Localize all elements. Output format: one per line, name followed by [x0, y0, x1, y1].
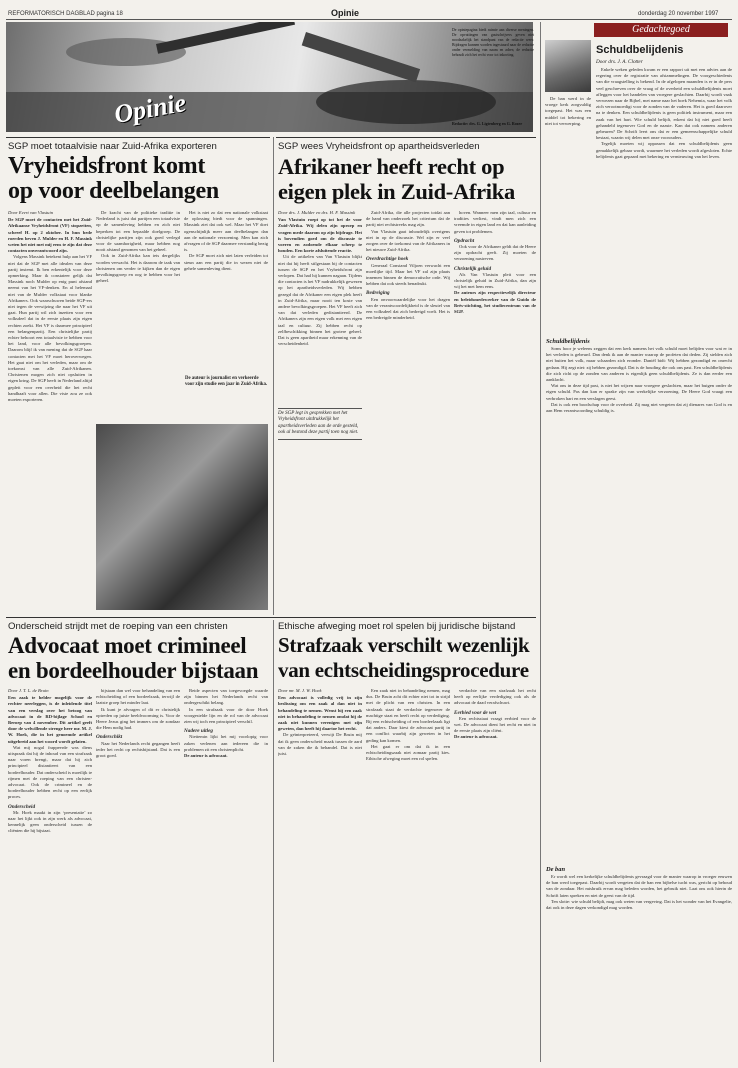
- article4-lead: Een advocaat is volledig vrij in zijn beslissing om een zaak al dan niet in behandeling te nemen. Wenst hij een zaak niet in behandeling te nemen omdat hij de zaak niet kunnen verenigen met zijn geweten, dan heeft hij daartoe het recht.: [278, 695, 362, 732]
- article2-col3: hoven. Wanneer men zijn taal, cultuur en tradities verliest, vindt men zich een vreemde in eigen land en dat kan aanleiding geven tot problemen. Opdracht Ook voor de Afrikaner geldt dat de Heere zijn opdracht geeft. Zij moeten de verzoening nastreven. Christelijk geluid Als Van Vlastuin pleit voor een christelijk geluid in Zuid-Afrika, dan zijn wij het met hem eens. De auteurs zijn respectievelijk directeur en beleidsmedewerker van de Guido de Brès-stichting, het studiecentrum van de SGP.: [454, 210, 536, 315]
- article2-body: Uit de artikelen van Van Vlastuin blijkt niet dat hij heeft stilgestaan bij de contacten tussen de SGP en het Vryheidsfront zijn verlopen. Dat had hij kunnen nagaan. Tijdens die contacten is het VF nadrukkelijk gewezen op het apartheidsverleden. Wij hebben gezegd dat de Afrikaner een eigen plek heeft in Zuid-Afrika, maar nooit ten koste van andere bevolkingsgroepen. Het VF heeft zich van dat verleden gedistantieerd. De Afrikaners zijn een eigen volk met een eigen taal en cultuur. Zij hebben recht op zelfbeschikking binnen het grotere geheel. Dat is geen apartheid maar erkenning van de verscheidenheid.: [278, 254, 362, 347]
- article2-byline: Door drs. J. Mulder en drs. H. F. Massink: [278, 210, 356, 215]
- masthead-section: Opinie: [331, 8, 360, 18]
- article4-author-note: De auteur is advocaat.: [454, 734, 498, 740]
- sidebar-body-left: De ban werd in de vroege kerk zorgvuldig toegepast. Het was een middel tot bekering en niet tot verwerping.: [545, 96, 591, 126]
- article3-headline-line1: Advocaat moet crimineel: [8, 633, 247, 658]
- article2-headline-line1: Afrikaner heeft recht op: [278, 154, 505, 179]
- article3-col3: Beide aspecten van toegevoegde waarde zijn binnen het Nederlands recht van ondergeschikt belang. In een strafzaak voor de door Hoek voorgestelde lijn en de rol van de advocaat zien wij toch een principieel verschil. Nadere uitleg Niettemin lijkt het mij voorlopig voor zaken verlenen aan iedereen die in problemen zit een christenplicht. De auteur is advocaat.: [184, 688, 268, 759]
- sidebar-title: Schuldbelijdenis: [596, 44, 684, 56]
- sidebar-banner: Gedachtegoed: [594, 23, 728, 37]
- article4-byline: Door mr. M. J. W. Hoek: [278, 688, 322, 693]
- article1-body: Volgens Massink betekent hulp aan het VF niet dat de SGP met alle idealen van deze partij instemt. Ik ben erkentelijk voor deze opmerking. Maar ik constateer gelijk dat Massink noch Mulder op enig punt afstand neemt van het VF-denken. En al helemaal niet van de Mulder volkstaat voor blanke Afrikaners. Ook waarschuwen beide SGP-ers niet tegen de verwijzing die naar het VF uit gaat. Hun partij wil zich inzetten voor een volksdeel dat in de eerste plaats zijn eigen rechten zoekt. Het VF is daarmee principieel een belangenpartij. Een christelijke partij echter behoort een totaalvisie te hebben voor het land, voor alle bevolkingsgroepen. Daarom blijf ik van mening dat de SGP haar contacten met het VF moet heroverwegen. Het gaat niet om het verleden, maar om de toekomst van alle Zuid-Afrikanen. Christenen mogen zich niet opsluiten in eigen kring. De SGP heeft in Nederland altijd gepleit voor een overheid die het recht handhaaft voor allen. Die visie zou ze ook moeten exporteren.: [8, 254, 92, 403]
- sidebar-body-bottom: Er wordt wel een kerkelijke schuldbelijdenis gevraagd voor de manier waarop in vroeger eeuwen de ban werd toegepast. Daarbij wordt vergeten dat de ban een bijbelse tucht was, gericht op behoud van de zondaar. Het misbruik ervan mag beleden worden, het gebruik niet. Laat ons ook hierin de Schrift laten spreken en niet de geest van de tijd. Ten slotte: wie schuld belijdt, mag ook weten van vergeving. Dat is het wonder van het Evangelie, dat ook in deze dagen verkondigd mag worden.: [546, 874, 732, 911]
- editorial-notice: De opiniepagina biedt ruimte aan diverse meningen. De opvattingen van gastschrijvers geven niet noodzakelijk het standpunt van de redactie weer. Bijdragen kunnen worden ingestuurd naar de redactie onder vermelding van naam en adres; de redactie behoudt zich het recht voor tot inkorting.: [452, 28, 534, 57]
- article3-subheading-1: Onderscheid: [8, 803, 36, 810]
- article4-col2: Een zaak niet in behandeling nemen, mag dus. De Bruin acht dit echter niet tot in strijd met de plicht van een christen. In een strafzaak staat de verdachte tegenover de machtige staat en heeft recht op verdediging. Bij een echtscheiding of een bordeelzaak ligt dat anders. Daar kiest de advocaat partij in een conflict waarbij zijn geweten in het geding kan komen. Het gaat er om dat ik in een echtscheidingszaak niet zomaar partij kies. Ethische afweging moet een rol spelen.: [366, 688, 450, 762]
- article1-headline-line1: Vryheidsfront komt: [8, 153, 206, 179]
- article-divider-2: [273, 620, 274, 1062]
- article2-headline: [278, 154, 538, 204]
- article3-lead: Een zaak te helder mogelijk voor de rechter neerleggen, is de inleidende titel van een verslag over het betoog van advocaat in de RD-bijlage School en Beroep van 4 november. Dit artikel geeft door de welwillende strenge heer mr. M. J. W. Hoek, die in het genoemde artikel uitgebreid aan het woord wordt gelaten.: [8, 695, 92, 744]
- masthead-date: donderdag 20 november 1997: [638, 11, 719, 17]
- banner-label: Opinie: [111, 87, 189, 130]
- article1-author-note: De auteur is journalist en verkeerde voor zijn studie een jaar in Zuid-Afrika.: [185, 376, 268, 387]
- article2-subheading-1: Overdrachtige hoek: [366, 256, 409, 263]
- article4-headline-line2: van echtscheidingsprocedure: [278, 658, 529, 682]
- article3-col1: Door J. T. L. de Bruin Een zaak te helder mogelijk voor de rechter neerleggen, is de inleidende titel van een verslag over het betoog van advocaat in de RD-bijlage School en Beroep van 4 november. Dit artikel geeft door de welwillende strenge heer mr. M. J. W. Hoek, die in het genoemde artikel uitgebreid aan het woord wordt gelaten. Wat mij nogal frappeerde was diens uitspraak dat hij de inhoud van een strafzaak naar voren brengt, maar dat hij zich principieel distantieert van een bordeelhouder. Dat onderscheid is moeilijk te rijmen met de roeping van een christen-advocaat. Ook de crimineel en de bordeelhouder hebben recht op een eerlijk proces. Onderscheid Mr. Hoek maakt in zijn ‘presentatie’ zo naar het lijkt ook in zijn werk als advocaat, kennelijk geen onderscheid tussen de cliënten die hij bijstaat.: [8, 688, 92, 834]
- article1-top-rule: [6, 137, 270, 138]
- article2-kicker: SGP wees Vryheidsfront op apartheidsverleden: [278, 141, 480, 152]
- article1-lead: De SGP moet de contacten met het Zuid-Afrikaanse Vryheidsfront (VF) stopzetten, schreef H. op 2 oktober. In hun bede roerden beven J. Mulder en H. F. Massink weten het niet met mij eens te zijn dat deze contacten onverantwoord zijn.: [8, 217, 92, 254]
- masthead-left: REFORMATORISCH DAGBLAD pagina 18: [8, 11, 123, 17]
- article1-photo: [96, 424, 268, 610]
- article1-col2: De kracht van de politieke traditie in Nederland is juist dat partijen een totaalvisie op de samenleving hebben en zich niet beperken tot een bepaalde doelgroep. De christelijke partijen zijn ook goed verlegd voor de saamhorigheid, maar hebben nog nooit afstand genomen van het geheel. Ook in Zuid-Afrika kan iets dergelijks worden verwacht. Het is daarom de taak van christenen om verder te kijken dan de eigen bevolkingsgroep en oog te hebben voor het geheel.: [96, 210, 180, 284]
- sidebar-subheading-2: De ban: [546, 866, 565, 873]
- article1-kicker: SGP moet totaalvisie naar Zuid-Afrika exporteren: [8, 141, 217, 152]
- article-divider-1: [273, 137, 274, 615]
- article2-subheading-2: Bedreiging: [366, 290, 390, 297]
- article2-subheading-4: Christelijk geluid: [454, 265, 492, 272]
- article2-col2: Zuid-Afrika, die alle projecten totdat aan de hand van onderzoek het criterium dat de partij niet rechtstreeks mag zijn. Van Vlastuin gaat inhoudelijk overigens niet in op de discussie. Wel zijn er veel zorgen over de toekomst van de Afrikaners in het nieuwe Zuid-Afrika. Overdrachtige hoek Generaal Constand Viljoen verwacht een moeilijke tijd. Maar het VF zal zijn plaats innemen binnen de democratische orde. Wij hebben dat ook steeds benadrukt. Bedreiging Een onvoorwaardelijke voor het dragen van de verantwoordelijkheid is de sleutel van een volksdeel dat zich bedreigd voelt. Het is een bedreigde minderheid.: [366, 210, 450, 321]
- editorial-credit: Redactie: drs. G. Ligtenberg en G. Rozer: [452, 121, 523, 126]
- article3-headline-line2: en bordeelhouder bijstaan: [8, 658, 259, 683]
- article2-author-note: De auteurs zijn respectievelijk directeur en beleidsmedewerker van de Guido de Brès-stichting, het studiecentrum van de SGP.: [454, 290, 536, 315]
- article4-headline: [278, 633, 538, 683]
- article3-subheading-3: Nadere uitleg: [184, 728, 213, 735]
- sidebar-subheading-1: Schuldbelijdenis: [546, 338, 590, 345]
- article4-col1: Door mr. M. J. W. Hoek Een advocaat is volledig vrij in zijn beslissing om een zaak al dan niet in behandeling te nemen. Wenst hij een zaak niet in behandeling te nemen omdat hij de zaak niet kunnen verenigen met zijn geweten, dan heeft hij daartoe het recht. De geïnterpreteerd, verwijt De Bruin mij dat ik geen onderscheid maak tussen de aard van de zaken die ik behandel. Dat is niet juist.: [278, 688, 362, 757]
- article1-byline: Door Evert van Vlastuin: [8, 210, 54, 215]
- article3-body: Wat mij nogal frappeerde was diens uitspraak dat hij de inhoud van een strafzaak naar voren brengt, maar dat hij zich principieel distantieert van een bordeelhouder. Dat onderscheid is moeilijk te rijmen met de roeping van een christen-advocaat. Ook de crimineel en de bordeelhouder hebben recht op een eerlijk proces.: [8, 744, 92, 800]
- lower-section-rule: [6, 617, 536, 618]
- article3-byline: Door J. T. L. de Bruin: [8, 688, 49, 693]
- article4-body: Een zaak niet in behandeling nemen, mag dus. De Bruin acht dit echter niet tot in strijd met de plicht van een christen. In een strafzaak staat de verdachte tegenover de machtige staat en heeft recht op verdediging. Bij een echtscheiding of een bordeelzaak ligt dat anders. Daar kiest de advocaat partij in een conflict waarbij zijn geweten in het geding kan komen.: [366, 688, 450, 743]
- article1-headline: [8, 154, 270, 204]
- article3-kicker: Onderscheid strijdt met de roeping van een christen: [8, 621, 228, 632]
- sidebar-byline: Door drs. J. A. Clotter: [596, 59, 643, 65]
- author-portrait: [545, 40, 591, 92]
- sidebar-divider: [540, 22, 541, 1062]
- article3-col2: bijstaan dan wel voor behandeling van een echtscheiding of een bordeelzaak, terwijl de laatste groep het minder laat. Ik kunt je afvragen of dit er christelijk optreden op juiste beeldvoorming is. Voor de Heere Jezus ging het immers om de zondaar die Hem nodig had. Onderschikt Naar het Nederlands recht gegangen heeft ieder het recht op rechtsbijstand. Dat is een groot goed.: [96, 688, 180, 759]
- article1-headline-line2: op voor deelbelangen: [8, 178, 219, 204]
- article2-top-rule: [276, 137, 536, 138]
- article2-lead: Van Vlastuin roept op tot het de voor Zuid-Afrika. Wij delen zijn oproep en vragen mede daarom op zijn bijdrage. Het is bovendien goed om de discussie te voeren en zodoende elkaar scherp te houden. Een korte afsluitende reactie.: [278, 217, 362, 254]
- article4-col3: verdachte van een strafzaak het recht heeft op eerlijke verdediging ook als de advocaat de daad verafschuwt. Eerbied voor de wet Een rechtsstaat vraagt eerbied voor de wet. De advocaat dient het recht en niet in de eerste plaats zijn cliënt. De auteur is advocaat.: [454, 688, 536, 740]
- article3-author-note: De auteur is advocaat.: [184, 753, 228, 759]
- article4-headline-line1: Strafzaak verschilt wezenlijk: [278, 633, 530, 657]
- sidebar-body-mid: Soms hoor je weleens zeggen dat een kerk namens het volk schuld moet belijden voor wat er in het verleden is gebeurd. Dan denk ik aan de manier waarop de profeten dat deden. Zij stelden zich niet buiten het volk, maar schaarden zich eronder. Daniël bidt: Wij hebben gezondigd en onrecht gedaan. Hij zegt niet: zij hebben gezondigd. Dat is de houding die ook ons past. Een schuldbelijdenis die zich richt op de zonden van anderen is eigenlijk geen schuldbelijdenis. Ze is dan eerder een aanklacht. Wat ons in deze tijd past, is niet het wijzen naar vroegere geslachten, maar het buigen onder de eigen schuld. Pas dan kan er sprake zijn van werkelijke verzoening. De Heere God vraagt een verbroken hart en een verslagen geest. Dat is ook een boodschap voor de overheid. Zij mag niet vergeten dat zij dienares van God is en aan Hem verantwoording schuldig is.: [546, 346, 732, 414]
- masthead-rule: [6, 19, 732, 20]
- article1-col3: Het is niet zo dat een nationale volkstaat de oplossing biedt voor de spanningen. Massink ziet dat ook wel. Maar het VF doet ogenschijnlijk meer aan deelbelangen dan aan de nationale verzoening. Men kan zich afvragen of de SGP daarmee verstandig bezig is. De SGP moet zich niet laten verleiden tot steun aan een partij die in wezen niet de gehele samenleving dient.: [184, 210, 268, 271]
- article2-subheading-3: Opdracht: [454, 237, 475, 244]
- sidebar-body-top: Enkele weken geleden kwam er een rapport uit met een advies aan de regering over de registratie van afstammelingen. De voorgeschiedenis van die vraagstelling is bekend. In de afgelopen maanden is er in de pers veel geschreven over de vraag of de overheid een schuldbelijdenis moet afleggen voor het handelen van vroegere geslachten. Daarbij wordt vaak verwezen naar de Bijbel, met name naar het boek Nehemia, waar het volk zich verootmoedigt voor de zonden van de vaderen. Het is goed daarover na te denken. Een schuldbelijdenis is geen politiek instrument, maar een zaak van het hart. Wie schuld belijdt, erkent dat hij niet goed heeft gehandeld tegenover God en de naaste. Kan dat ook namens anderen gebeuren? De Schrift leert ons dat er een gemeenschappelijke schuld bestaat, waarin wij delen met onze voorouders. Tegelijk moeten wij oppassen dat een schuldbelijdenis geen gemakkelijk gebaar wordt, waarmee het verleden wordt afgesloten. Echte belijdenis gaat gepaard met bekering en vernieuwing van het leven.: [596, 67, 732, 159]
- article4-subheading-1: Eerbied voor de wet: [454, 709, 497, 716]
- article2-pull-quote: De SGP legt in gesprekken met het Vryheidsfront uitdrukkelijk het apartheidsverleden aan de orde gesteld, ook al bestond deze partij toen nog niet.: [278, 408, 362, 440]
- article4-kicker: Ethische afweging moet rol spelen bij juridische bijstand: [278, 621, 516, 632]
- article3-headline: [8, 633, 270, 683]
- article3-subheading-2: Onderschikt: [96, 734, 123, 741]
- article1-col1: [8, 210, 92, 612]
- article2-headline-line2: eigen plek in Zuid-Afrika: [278, 179, 515, 204]
